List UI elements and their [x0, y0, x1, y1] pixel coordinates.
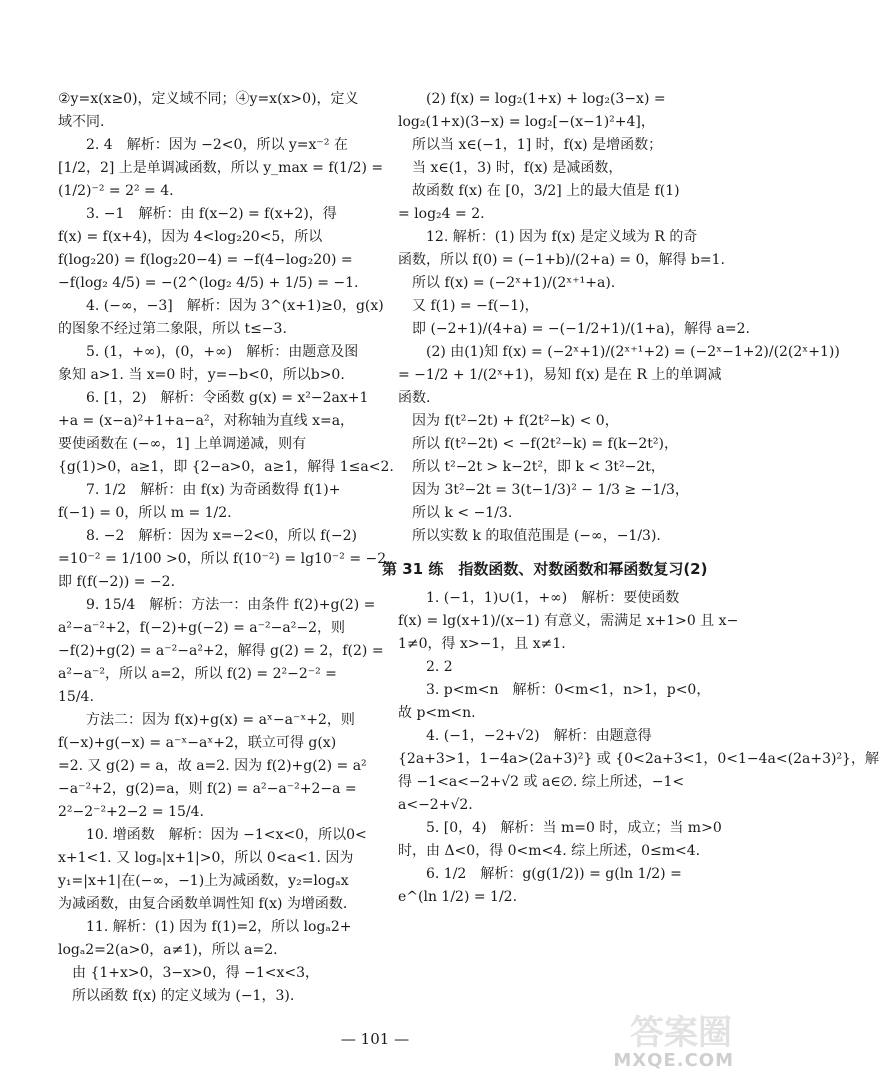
right2-line: 1≠0，得 x>−1，且 x≠1. [398, 636, 566, 652]
left-line: ②y=x(x≥0)，定义域不同；④y=x(x>0)，定义 [58, 91, 359, 107]
right-line: 所以当 x∈(−1，1] 时，f(x) 是增函数； [412, 137, 663, 153]
right2-line: 5. [0，4) 解析：当 m=0 时，成立；当 m>0 [426, 820, 722, 836]
right-line: 因为 f(t²−2t) + f(2t²−k) < 0， [412, 413, 619, 429]
left-line: 所以函数 f(x) 的定义域为 (−1，3). [72, 988, 295, 1004]
right-line: 所以 f(x) = (−2ˣ+1)/(2ˣ⁺¹+a). [412, 275, 616, 291]
left-line: −a⁻²+2，g(2)=a，则 f(2) = a²−a⁻²+2−a = [58, 781, 357, 797]
left-line: 10. 增函数 解析：因为 −1<x<0，所以0< [86, 827, 367, 843]
left-line: =2. 又 g(2) = a，故 a=2. 因为 f(2)+g(2) = a² [58, 758, 367, 774]
left-line: 9. 15/4 解析：方法一：由条件 f(2)+g(2) = [86, 597, 376, 613]
right-line: 函数，所以 f(0) = (−1+b)/(2+a) = 0，解得 b=1. [398, 252, 726, 268]
section-title: 第 31 练 指数函数、对数函数和幂函数复习(2) [382, 560, 708, 578]
left-line: =10⁻² = 1/100 >0，所以 f(10⁻²) = lg10⁻² = −2， [58, 551, 401, 567]
right-line: 所以实数 k 的取值范围是 (−∞，−1/3). [412, 528, 661, 544]
left-line: 的图象不经过第二象限，所以 t≤−3. [58, 321, 287, 337]
right-line: 因为 3t²−2t = 3(t−1/3)² − 1/3 ≥ −1/3， [412, 482, 689, 498]
left-line: logₐ2=2(a>0，a≠1)，所以 a=2. [58, 942, 278, 958]
left-line: x+1<1. 又 logₐ|x+1|>0，所以 0<a<1. 因为 [58, 850, 354, 866]
right-line: log₂(1+x)(3−x) = log₂[−(x−1)²+4]， [398, 114, 655, 130]
right-line: = log₂4 = 2. [398, 206, 485, 222]
right-line: 所以 k < −1/3. [412, 505, 513, 521]
right2-line: a<−2+√2. [398, 797, 473, 813]
left-line: 域不同. [58, 114, 105, 130]
left-line: f(−x)+g(−x) = a⁻ˣ−aˣ+2，联立可得 g(x) [58, 735, 337, 751]
left-line: 为减函数，由复合函数单调性知 f(x) 为增函数. [58, 896, 348, 912]
right-line: (2) 由(1)知 f(x) = (−2ˣ+1)/(2ˣ⁺¹+2) = (−2ˣ−1+2)/(2(2ˣ+1)) [426, 344, 840, 360]
left-line: 15/4. [58, 689, 94, 705]
left-line: 2²−2⁻²+2−2 = 15/4. [58, 804, 204, 820]
left-line: y₁=|x+1|在(−∞，−1)上为减函数，y₂=logₐx [58, 873, 349, 889]
left-line: 4. (−∞，−3] 解析：因为 3^(x+1)≥0，g(x) [86, 298, 384, 314]
right2-line: 故 p<m<n. [398, 705, 476, 721]
right2-line: 6. 1/2 解析：g(g(1/2)) = g(ln 1/2) = [426, 866, 682, 882]
left-line: 2. 4 解析：因为 −2<0，所以 y=x⁻² 在 [86, 137, 348, 153]
left-line: [1/2，2] 上是单调减函数，所以 y_max = f(1/2) = [58, 160, 384, 176]
left-line: (1/2)⁻² = 2² = 4. [58, 183, 174, 199]
left-line: 由 {1+x>0，3−x>0，得 −1<x<3， [72, 965, 320, 981]
right-column [382, 88, 879, 909]
right-line: 函数. [398, 390, 431, 406]
left-line: a²−a⁻²，所以 a=2，所以 f(2) = 2²−2⁻² = [58, 666, 337, 682]
right-line: 又 f(1) = −f(−1)， [412, 298, 539, 314]
right-line: 所以 t²−2t > k−2t²，即 k < 3t²−2t， [412, 459, 665, 475]
page-number: — 101 — [340, 1030, 410, 1048]
watermark-logo: 答案圈 [630, 1013, 732, 1053]
right-line: 所以 f(t²−2t) < −f(2t²−k) = f(k−2t²)， [412, 436, 678, 452]
right-line: 即 (−2+1)/(4+a) = −(−1/2+1)/(1+a)，解得 a=2. [412, 321, 750, 337]
left-line: 要使函数在 (−∞，1] 上单调递减，则有 [58, 436, 307, 452]
right-line: = −1/2 + 1/(2ˣ+1)，易知 f(x) 是在 R 上的单调减 [398, 367, 722, 383]
right2-line: 1. (−1，1)∪(1，+∞) 解析：要使函数 [426, 590, 680, 606]
right-line: 故函数 f(x) 在 [0，3/2] 上的最大值是 f(1) [412, 183, 680, 199]
left-line: 即 f(f(−2)) = −2. [58, 574, 176, 590]
left-line: 6. [1，2) 解析：令函数 g(x) = x²−2ax+1 [86, 390, 369, 406]
left-line: 7. 1/2 解析：由 f(x) 为奇函数得 f(1)+ [86, 482, 341, 498]
left-line: −f(2)+g(2) = a⁻²−a²+2，解得 g(2) = 2，f(2) = [58, 643, 384, 659]
left-line: 3. −1 解析：由 f(x−2) = f(x+2)，得 [86, 206, 337, 222]
left-line: {g(1)>0，a≥1，即 {2−a>0，a≥1，解得 1≤a<2. [58, 459, 394, 475]
right2-line: f(x) = lg(x+1)/(x−1) 有意义，需满足 x+1>0 且 x− [398, 613, 739, 629]
right-line: 当 x∈(1，3) 时，f(x) 是减函数， [412, 160, 623, 176]
right2-line: 得 −1<a<−2+√2 或 a∈∅. 综上所述，−1< [398, 774, 685, 790]
right2-line: 3. p<m<n 解析：0<m<1，n>1，p<0， [426, 682, 711, 698]
left-line: 5. (1，+∞)，(0，+∞) 解析：由题意及图 [86, 344, 359, 360]
left-column [58, 88, 401, 1008]
right2-line: 时，由 Δ<0，得 0<m<4. 综上所述，0≤m<4. [398, 843, 701, 859]
right2-line: 4. (−1，−2+√2) 解析：由题意得 [426, 728, 652, 744]
left-line: f(x) = f(x+4)，因为 4<log₂20<5，所以 [58, 229, 323, 245]
left-line: 8. −2 解析：因为 x=−2<0，所以 f(−2) [86, 528, 357, 544]
left-line: f(−1) = 0，所以 m = 1/2. [58, 505, 232, 521]
right2-line: 2. 2 [426, 659, 453, 675]
watermark [582, 1005, 742, 1075]
right2-line: {2a+3>1，1−4a>(2a+3)²} 或 {0<2a+3<1，0<1−4a<(2a+3)²}，解 [398, 751, 879, 767]
left-line: 象知 a>1. 当 x=0 时，y=−b<0，所以b>0. [58, 367, 345, 383]
left-line: +a = (x−a)²+1+a−a²，对称轴为直线 x=a， [58, 413, 355, 429]
left-line: 方法二：因为 f(x)+g(x) = aˣ−a⁻ˣ+2，则 [86, 712, 355, 728]
right2-line: e^(ln 1/2) = 1/2. [398, 889, 518, 905]
right-line: 12. 解析：(1) 因为 f(x) 是定义域为 R 的奇 [426, 229, 698, 245]
left-line: −f(log₂ 4/5) = −(2^(log₂ 4/5) + 1/5) = −1. [58, 275, 359, 291]
left-line: f(log₂20) = f(log₂20−4) = −f(4−log₂20) = [58, 252, 353, 268]
left-line: 11. 解析：(1) 因为 f(1)=2，所以 logₐ2+ [86, 919, 352, 935]
left-line: a²−a⁻²+2，f(−2)+g(−2) = a⁻²−a²−2，则 [58, 620, 345, 636]
right-line: (2) f(x) = log₂(1+x) + log₂(3−x) = [426, 91, 666, 107]
watermark-site: MXQE.COM [613, 1050, 734, 1071]
